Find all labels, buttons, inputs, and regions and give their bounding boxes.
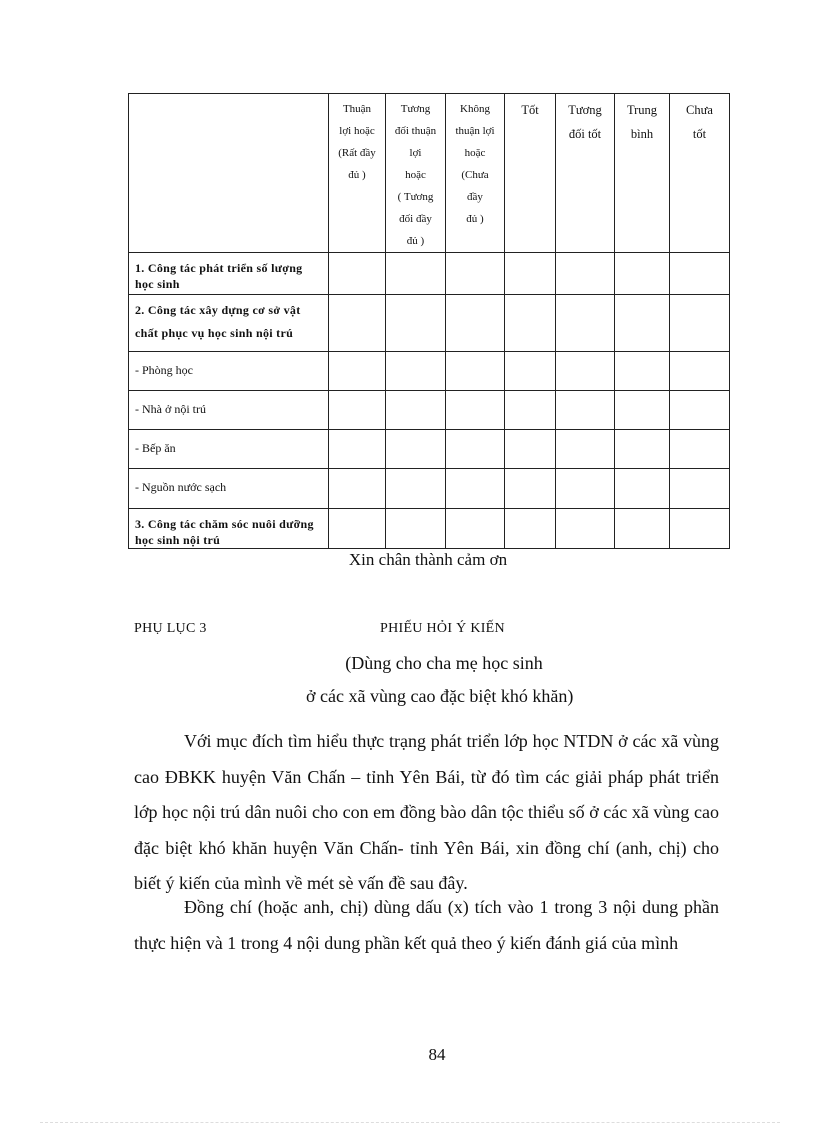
table-row — [129, 352, 730, 391]
rating-cell[interactable] — [670, 430, 730, 469]
row-label: - Nhà ở nội trú — [129, 391, 329, 430]
rating-cell[interactable] — [446, 295, 505, 352]
rating-cell[interactable] — [670, 509, 730, 549]
rating-cell[interactable] — [670, 352, 730, 391]
header-corner-cell — [129, 94, 329, 253]
table-row — [129, 430, 730, 469]
row-label: 2. Công tác xây dựng cơ sở vật chất phục vụ học sinh nội trú — [129, 295, 329, 352]
rating-cell[interactable] — [505, 509, 556, 549]
rating-cell[interactable] — [386, 253, 446, 295]
rating-cell[interactable] — [446, 509, 505, 549]
header-favorable: Thuận lợi hoặc (Rất đầy đủ ) — [329, 94, 386, 253]
rating-cell[interactable] — [446, 352, 505, 391]
rating-cell[interactable] — [329, 295, 386, 352]
table-row — [129, 391, 730, 430]
row-label: 1. Công tác phát triển số lượng học sinh — [129, 253, 329, 295]
rating-cell[interactable] — [615, 430, 670, 469]
rating-cell[interactable] — [505, 469, 556, 509]
table-header-row — [129, 94, 730, 253]
instruction-paragraph: Đồng chí (hoặc anh, chị) dùng dấu (x) tích vào 1 trong 3 nội dung phần thực hiện và 1 trong 4 nội dung phần kết quả theo ý kiến đánh giá của mình — [134, 897, 719, 953]
rating-cell[interactable] — [615, 253, 670, 295]
table-row — [129, 253, 730, 295]
rating-cell[interactable] — [446, 430, 505, 469]
rating-cell[interactable] — [615, 295, 670, 352]
rating-cell[interactable] — [329, 391, 386, 430]
rating-cell[interactable] — [615, 509, 670, 549]
rating-cell[interactable] — [329, 430, 386, 469]
rating-cell[interactable] — [329, 509, 386, 549]
header-not-good: Chưa tốt — [670, 94, 730, 253]
rating-cell[interactable] — [446, 469, 505, 509]
rating-cell[interactable] — [386, 430, 446, 469]
rating-cell[interactable] — [329, 352, 386, 391]
table-row — [129, 469, 730, 509]
header-relatively-good: Tương đối tốt — [556, 94, 615, 253]
rating-cell[interactable] — [505, 295, 556, 352]
appendix-label: PHỤ LỤC 3 — [134, 621, 207, 636]
rating-cell[interactable] — [556, 430, 615, 469]
rating-cell[interactable] — [386, 352, 446, 391]
rating-cell[interactable] — [386, 509, 446, 549]
table-row — [129, 295, 730, 352]
rating-cell[interactable] — [505, 352, 556, 391]
rating-cell[interactable] — [670, 295, 730, 352]
rating-cell[interactable] — [386, 295, 446, 352]
purpose-paragraph: Với mục đích tìm hiểu thực trạng phát triển lớp học NTDN ở các xã vùng cao ĐBKK huyện Văn Chấn – tỉnh Yên Bái, từ đó tìm các giải pháp phát triển lớp học nội trú dân nuôi cho con em đồng bào dân tộc thiểu số ở các xã vùng cao đặc biệt khó khăn huyện Văn Chấn- tỉnh Yên Bái, xin đồng chí (anh, chị) cho biết ý kiến của mình về mét sè vấn đề sau đây. — [134, 731, 719, 893]
rating-cell[interactable] — [386, 469, 446, 509]
row-label: 3. Công tác chăm sóc nuôi dưỡng học sinh nội trú — [129, 509, 329, 549]
header-unfavorable: Không thuận lợi hoặc (Chưa đầy đủ ) — [446, 94, 505, 253]
rating-cell[interactable] — [505, 391, 556, 430]
row-label: - Bếp ăn — [129, 430, 329, 469]
page-number: 84 — [428, 1045, 446, 1064]
rating-cell[interactable] — [446, 391, 505, 430]
rating-cell[interactable] — [615, 469, 670, 509]
rating-cell[interactable] — [386, 391, 446, 430]
rating-cell[interactable] — [556, 391, 615, 430]
header-good: Tốt — [505, 94, 556, 253]
subtitle-line-1: (Dùng cho cha mẹ học sinh — [345, 653, 543, 673]
rating-cell[interactable] — [615, 352, 670, 391]
rating-cell[interactable] — [670, 469, 730, 509]
subtitle-line-2: ở các xã vùng cao đặc biệt khó khăn) — [306, 686, 574, 706]
rating-cell[interactable] — [615, 391, 670, 430]
rating-cell[interactable] — [505, 253, 556, 295]
rating-cell[interactable] — [556, 469, 615, 509]
rating-cell[interactable] — [670, 253, 730, 295]
table-row — [129, 509, 730, 549]
rating-cell[interactable] — [329, 253, 386, 295]
thanks-text: Xin chân thành cảm ơn — [348, 550, 508, 569]
header-relatively-favorable: Tương đối thuận lợi hoặc ( Tương đối đầy đủ ) — [386, 94, 446, 253]
row-label: - Phòng học — [129, 352, 329, 391]
rating-cell[interactable] — [505, 430, 556, 469]
rating-cell[interactable] — [556, 509, 615, 549]
form-title: PHIẾU HỎI Ý KIẾN — [380, 621, 505, 636]
rating-cell[interactable] — [329, 469, 386, 509]
row-label: - Nguồn nước sạch — [129, 469, 329, 509]
rating-cell[interactable] — [556, 352, 615, 391]
header-average: Trung bình — [615, 94, 670, 253]
survey-table — [128, 93, 730, 549]
rating-cell[interactable] — [556, 295, 615, 352]
rating-cell[interactable] — [670, 391, 730, 430]
rating-cell[interactable] — [446, 253, 505, 295]
rating-cell[interactable] — [556, 253, 615, 295]
